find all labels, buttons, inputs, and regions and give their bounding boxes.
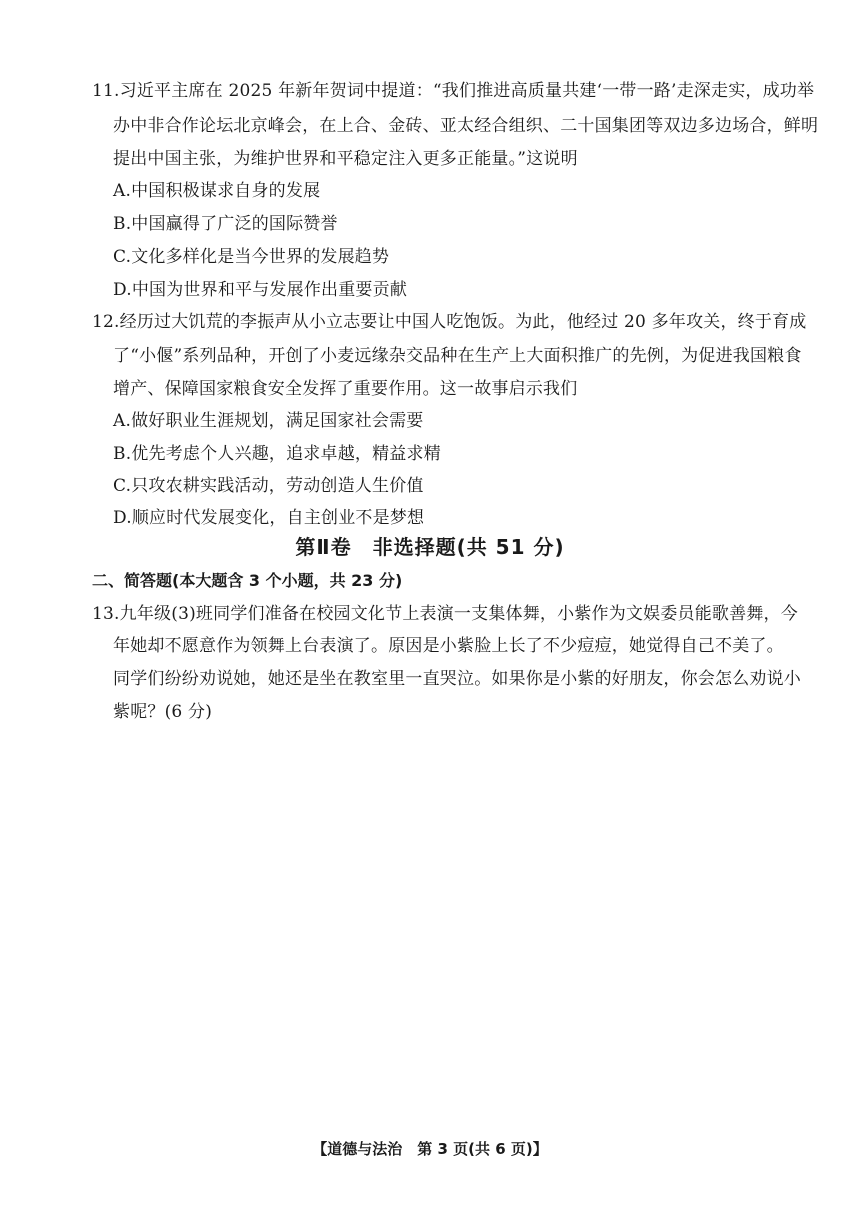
q12-option-c: C.只攻农耕实践活动，劳动创造人生价值 <box>113 476 424 496</box>
q12-stem-line-3: 增产、保障国家粮食安全发挥了重要作用。这一故事启示我们 <box>113 379 578 399</box>
q13-stem-line-1: 13.九年级(3)班同学们准备在校园文化节上表演一支集体舞，小紫作为文娱委员能歌善舞，今 <box>92 604 798 624</box>
q13-stem-line-3: 同学们纷纷劝说她，她还是坐在教室里一直哭泣。如果你是小紫的好朋友，你会怎么劝说小 <box>113 669 801 689</box>
q11-stem-line-2: 办中非合作论坛北京峰会，在上合、金砖、亚太经合组织、二十国集团等双边多边场合，鲜明 <box>113 116 819 136</box>
q11-option-b: B.中国赢得了广泛的国际赞誉 <box>113 214 338 234</box>
q11-stem-line-1: 11.习近平主席在 2025 年新年贺词中提道：“我们推进高质量共建‘一带一路’走深走实，成功举 <box>92 81 815 101</box>
section-title: 第Ⅱ卷 非选择题(共 51 分) <box>295 535 565 559</box>
q12-option-d: D.顺应时代发展变化，自主创业不是梦想 <box>113 508 425 528</box>
q13-stem-line-2: 年她却不愿意作为领舞上台表演了。原因是小紫脸上长了不少痘痘，她觉得自己不美了。 <box>113 636 784 656</box>
q11-stem-line-3: 提出中国主张，为维护世界和平稳定注入更多正能量。”这说明 <box>113 149 578 169</box>
q12-option-b: B.优先考虑个人兴趣，追求卓越，精益求精 <box>113 444 441 464</box>
q12-stem-line-1: 12.经历过大饥荒的李振声从小立志要让中国人吃饱饭。为此，他经过 20 多年攻关，终于育成 <box>92 312 807 332</box>
q11-option-a: A.中国积极谋求自身的发展 <box>113 181 321 201</box>
q13-stem-line-4: 紫呢？(6 分) <box>113 702 213 722</box>
q12-stem-line-2: 了“小偃”系列品种，开创了小麦远缘杂交品种在生产上大面积推广的先例，为促进我国粮食 <box>113 346 802 366</box>
q11-option-d: D.中国为世界和平与发展作出重要贡献 <box>113 280 408 300</box>
q12-option-a: A.做好职业生涯规划，满足国家社会需要 <box>113 411 424 431</box>
page-footer: 【道德与法治 第 3 页(共 6 页)】 <box>312 1140 548 1158</box>
section-heading: 二、简答题(本大题含 3 个小题，共 23 分) <box>92 571 403 590</box>
q11-option-c: C.文化多样化是当今世界的发展趋势 <box>113 247 390 267</box>
